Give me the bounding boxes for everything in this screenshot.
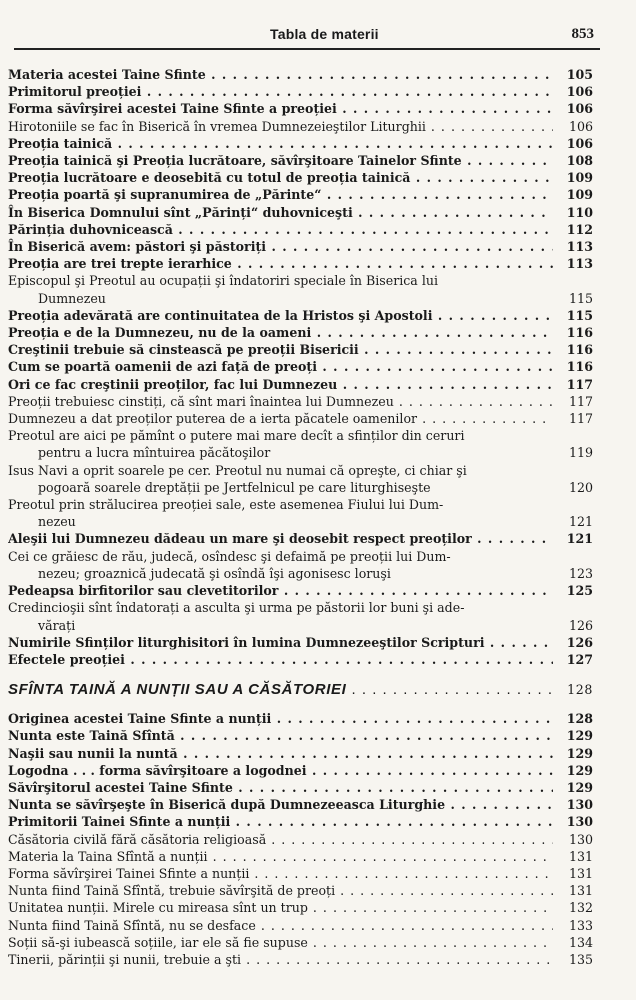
- toc-entry-page: 113: [553, 255, 593, 272]
- toc-entry-page: 109: [553, 186, 593, 203]
- toc-entry: [8, 324, 593, 341]
- toc-entry-text: Preoția adevărată are continuitatea de la Hristos şi Apostoli . . .: [8, 307, 593, 324]
- page-header: [0, 0, 636, 50]
- toc-entry: [8, 651, 593, 668]
- section-heading: [8, 678, 593, 702]
- toc-entry: [8, 427, 593, 461]
- toc-entry-text: Cei ce grăiesc de rău, judecă, osîndesc şi defaimă pe preoții lui Dum-: [8, 548, 451, 564]
- toc-entry: [8, 66, 593, 83]
- toc-entry-continuation: nezeu; groaznică judecată şi osîndă îşi agonisesc loruşi: [38, 565, 391, 581]
- toc-entry-text: Preotul prin strălucirea preoției sale, este asemenea Fiului lui Dum-: [8, 497, 444, 513]
- toc-entry-text: Dumnezeu a dat preoților puterea de a ierta păcatele oamenilor . . .: [8, 410, 593, 427]
- toc-entry-page: 117: [553, 410, 593, 427]
- toc-entry-page: 130: [553, 831, 593, 848]
- toc-entry-page: 120: [553, 479, 593, 496]
- toc-entry-page: 126: [553, 634, 593, 651]
- toc-entry: [8, 135, 593, 152]
- toc-entry: [8, 917, 593, 934]
- toc-entry-page: 131: [553, 848, 593, 865]
- toc-entry-text: Preoția are trei trepte ierarhice . . .: [8, 255, 593, 272]
- toc-entry-page: 105: [553, 66, 593, 83]
- toc-entry: [8, 634, 593, 651]
- toc-entry-page: 116: [553, 324, 593, 341]
- toc-entry: [8, 204, 593, 221]
- toc-entry: [8, 307, 593, 324]
- toc-entry-page: 115: [553, 290, 593, 307]
- toc-entry: [8, 118, 593, 135]
- toc-entry-continuation: pogoară soarele dreptății pe Jertfelnicul pe care liturghiseşte: [38, 479, 431, 495]
- toc-entry-page: 110: [553, 204, 593, 221]
- toc-entry-text: Hirotoniile se fac în Biserică în vremea Dumnezeieştilor Liturghii . . .: [8, 118, 593, 135]
- toc-entry-page: 106: [553, 135, 593, 152]
- toc-entry: [8, 186, 593, 203]
- toc-entry-page: 134: [553, 934, 593, 951]
- toc-entry: [8, 530, 593, 547]
- toc-entry-text: Numirile Sfinților liturghisitori în lumina Dumnezeeştilor Scripturi . . .: [8, 634, 593, 651]
- toc-entry-page: 108: [553, 152, 593, 169]
- toc-entry-text: Preoția tainică şi Preoția lucrătoare, săvîrşitoare Tainelor Sfinte . . .: [8, 152, 593, 169]
- toc-entry-text: Nunta fiind Taină Sfîntă, nu se desface . . .: [8, 917, 593, 934]
- toc-entry-text: Logodna . . . forma săvîrşitoare a logodnei . . .: [8, 762, 593, 779]
- toc-entry-text: Credincioşii sînt îndatorați a asculta şi urma pe păstorii lor buni şi ade-: [8, 600, 465, 616]
- toc-entry-text: Creştinii trebuie să cinstească pe preoții Bisericii . . .: [8, 341, 593, 358]
- toc-entry-text: Originea acestei Taine Sfinte a nunții . . .: [8, 710, 593, 727]
- toc-entry: [8, 813, 593, 830]
- toc-entry-text: Primitorii Tainei Sfinte a nunții . . .: [8, 813, 593, 830]
- toc-entry: [8, 899, 593, 916]
- header-rule: [14, 48, 600, 50]
- toc-entry-page: 128: [553, 710, 593, 727]
- toc-entry-text: Aleşii lui Dumnezeu dădeau un mare şi deosebit respect preoților . . .: [8, 530, 593, 547]
- toc-entry-text: Părinția duhovnicească . . .: [8, 221, 593, 238]
- toc-entry-page: 109: [553, 169, 593, 186]
- toc-entry: [8, 951, 593, 968]
- toc-entry-text: Căsătoria civilă fără căsătoria religioasă . . .: [8, 831, 593, 848]
- toc-entry-page: 129: [553, 727, 593, 744]
- toc-entry-text: Preoția poartă şi supranumirea de „Părinte“ . . .: [8, 186, 593, 203]
- toc-entry-page: 112: [553, 221, 593, 238]
- toc-entry-text: Săvîrşitorul acestei Taine Sfinte . . .: [8, 779, 593, 796]
- toc-entry: [8, 221, 593, 238]
- toc-entry: [8, 462, 593, 496]
- toc-entry: [8, 727, 593, 744]
- toc-entry: [8, 410, 593, 427]
- toc-entry-text: Preotul are aici pe pămînt o putere mai mare decît a sfinților din ceruri: [8, 428, 465, 444]
- toc-entry-page: 126: [553, 617, 593, 634]
- toc-entry-text: Episcopul şi Preotul au ocupații şi îndatoriri speciale în Biserica lui: [8, 273, 438, 289]
- toc-entry-page: 119: [553, 444, 593, 461]
- toc-entry-text: Materia la Taina Sfîntă a nunții . . .: [8, 848, 593, 865]
- toc-entry-text: Soții să-şi iubească soțiile, iar ele să fie supuse . . .: [8, 934, 593, 951]
- toc-entry-page: 106: [553, 83, 593, 100]
- toc-entry-page: 106: [553, 118, 593, 135]
- toc-entry-text: Unitatea nunții. Mirele cu mireasa sînt un trup . . .: [8, 899, 593, 916]
- toc-entry: [8, 796, 593, 813]
- section-page: 128: [553, 678, 593, 702]
- toc-entry: [8, 376, 593, 393]
- toc-entry: [8, 762, 593, 779]
- toc-entry-page: 130: [553, 813, 593, 830]
- toc-entry-page: 130: [553, 796, 593, 813]
- toc-entry-page: 121: [553, 530, 593, 547]
- toc-entry-text: Preoția lucrătoare e deosebită cu totul de preoția tainică . . .: [8, 169, 593, 186]
- section-title: SFÎNTA TAINĂ A NUNȚII SAU A CĂSĂTORIEI . . .: [8, 681, 593, 698]
- toc-entry-continuation: vărați: [38, 617, 76, 633]
- running-title: Tabla de materii: [270, 26, 379, 42]
- toc-entry-text: În Biserică avem: păstori şi păstoriți . . .: [8, 238, 593, 255]
- toc-entry-text: Forma săvîrşirei acestei Taine Sfinte a preoției . . .: [8, 100, 593, 117]
- toc-entry-text: Cum se poartă oamenii de azi față de preoți . . .: [8, 358, 593, 375]
- toc-entry-page: 133: [553, 917, 593, 934]
- toc-entry: [8, 745, 593, 762]
- toc-entry-text: Tinerii, părinții şi nunii, trebuie a şti . . .: [8, 951, 593, 968]
- toc-entry: [8, 710, 593, 727]
- toc-entry-page: 131: [553, 882, 593, 899]
- toc-entry-page: 106: [553, 100, 593, 117]
- toc-entry: [8, 238, 593, 255]
- toc-entry-page: 121: [553, 513, 593, 530]
- toc-entry-text: Preoția e de la Dumnezeu, nu de la oameni . . .: [8, 324, 593, 341]
- toc-entry-page: 113: [553, 238, 593, 255]
- toc-entry: [8, 496, 593, 530]
- toc-entry-text: Forma săvîrşirei Tainei Sfinte a nunții . . .: [8, 865, 593, 882]
- table-of-contents: [8, 66, 593, 968]
- toc-entry-text: Nunta fiind Taină Sfîntă, trebuie săvîrşită de preoți . . .: [8, 882, 593, 899]
- toc-entry-text: Naşii sau nunii la nuntă . . .: [8, 745, 593, 762]
- toc-entry-page: 115: [553, 307, 593, 324]
- toc-entry: [8, 779, 593, 796]
- page-number: 853: [571, 26, 594, 42]
- toc-entry: [8, 865, 593, 882]
- toc-entry-text: Preoția tainică . . .: [8, 135, 593, 152]
- toc-entry-text: Nunta se săvîrşeşte în Biserică după Dumnezeeasca Liturghie . . .: [8, 796, 593, 813]
- toc-entry-continuation: pentru a lucra mîntuirea păcătoşilor: [38, 445, 271, 461]
- toc-entry: [8, 272, 593, 306]
- toc-entry-page: 127: [553, 651, 593, 668]
- toc-entry: [8, 882, 593, 899]
- toc-entry-page: 116: [553, 341, 593, 358]
- toc-entry: [8, 358, 593, 375]
- toc-entry-page: 129: [553, 762, 593, 779]
- toc-entry-text: Pedeapsa birfitorilor sau clevetitorilor . . .: [8, 582, 593, 599]
- toc-entry: [8, 100, 593, 117]
- toc-entry-text: Nunta este Taină Sfîntă . . .: [8, 727, 593, 744]
- toc-entry: [8, 848, 593, 865]
- toc-entry-page: 117: [553, 376, 593, 393]
- toc-entry: [8, 831, 593, 848]
- toc-entry: [8, 934, 593, 951]
- toc-entry: [8, 599, 593, 633]
- toc-entry-page: 116: [553, 358, 593, 375]
- toc-entry-text: Efectele preoției . . .: [8, 651, 593, 668]
- toc-entry: [8, 582, 593, 599]
- toc-entry: [8, 169, 593, 186]
- toc-entry-page: 135: [553, 951, 593, 968]
- toc-entry-page: 123: [553, 565, 593, 582]
- toc-entry-page: 129: [553, 779, 593, 796]
- toc-entry-text: În Biserica Domnului sînt „Părinți“ duhovniceşti . . .: [8, 204, 593, 221]
- toc-entry-page: 125: [553, 582, 593, 599]
- toc-entry-text: Materia acestei Taine Sfinte . . .: [8, 66, 593, 83]
- toc-entry: [8, 393, 593, 410]
- toc-entry-page: 129: [553, 745, 593, 762]
- toc-entry-text: Preoții trebuiesc cinstiți, că sînt mari înaintea lui Dumnezeu . . .: [8, 393, 593, 410]
- toc-entry-page: 131: [553, 865, 593, 882]
- toc-entry-text: Primitorul preoției . . .: [8, 83, 593, 100]
- toc-entry: [8, 548, 593, 582]
- toc-entry-text: Isus Navi a oprit soarele pe cer. Preotul nu numai că opreşte, ci chiar şi: [8, 462, 467, 478]
- toc-entry: [8, 152, 593, 169]
- toc-entry-continuation: Dumnezeu: [38, 290, 106, 306]
- toc-entry-text: Ori ce fac creştinii preoților, fac lui Dumnezeu . . .: [8, 376, 593, 393]
- toc-entry: [8, 83, 593, 100]
- toc-entry-page: 117: [553, 393, 593, 410]
- toc-entry: [8, 255, 593, 272]
- toc-entry: [8, 341, 593, 358]
- toc-entry-continuation: nezeu: [38, 514, 76, 530]
- toc-entry-page: 132: [553, 899, 593, 916]
